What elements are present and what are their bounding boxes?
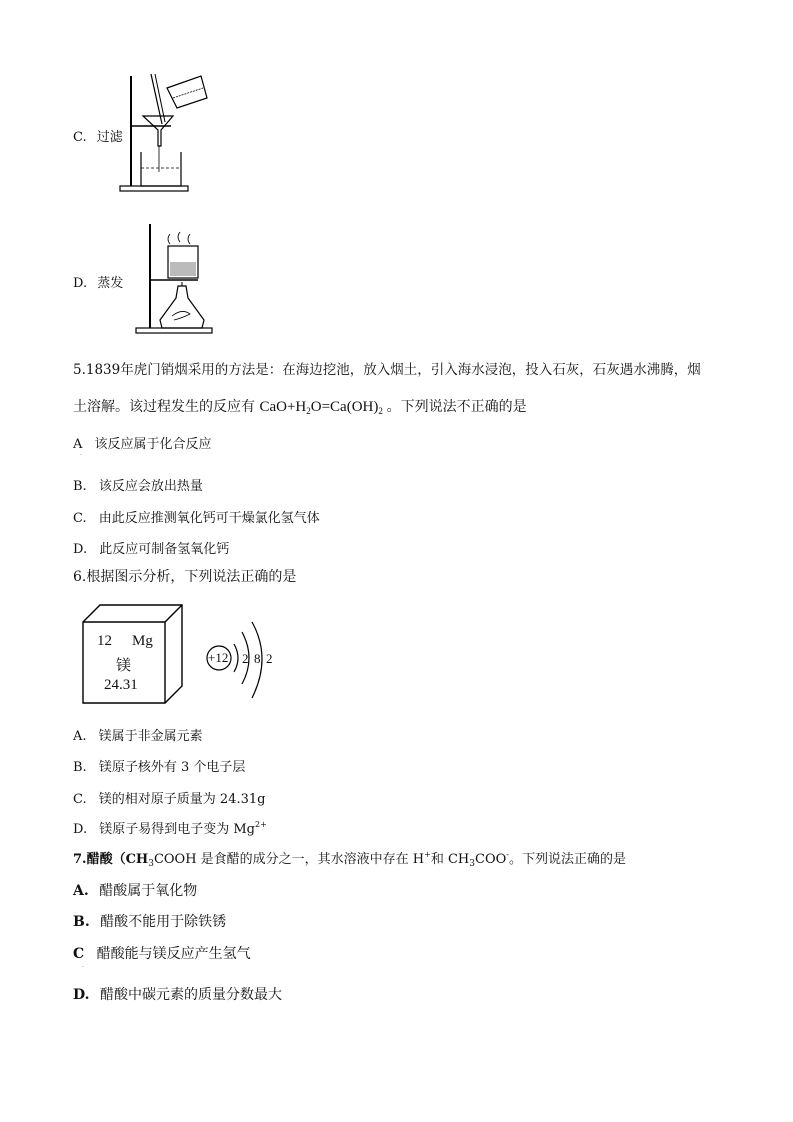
atom-shell-1: 2 [242,651,249,666]
stem-part-d: COO [475,852,507,867]
q7-option-c [73,943,251,963]
q7-option-b [73,911,226,931]
evaporation-apparatus-figure [132,220,222,336]
stem-sub-1: 3 [148,859,154,869]
option-letter: C. [73,511,87,526]
question-6-stem: 6.根据图示分析，下列说法正确的是 [73,569,297,585]
q7-option-d [73,984,282,1004]
option-text: 醋酸不能用于除铁锈 [100,914,227,930]
stem-sub-2: 3 [469,859,475,869]
option-text: 过滤 [96,130,123,145]
element-atomic-number: 12 [97,633,112,649]
question-7-stem [73,848,626,869]
option-text: 蒸发 [97,276,124,291]
option-text: 由此反应推测氧化钙可干燥氯化氢气体 [98,511,320,526]
eq-part-b: O=Ca(OH) [310,399,379,415]
stem-part-b: COOH 是食醋的成分之一，其水溶液中存在 H [153,852,425,867]
option-letter: A. [73,729,87,744]
question-5-line-2-post: 。下列说法不正确的是 [386,399,527,415]
q5-option-d [73,538,229,557]
element-name: 镁 [116,656,132,674]
stem-sup-2: - [506,850,509,859]
option-letter: B. [73,760,87,775]
option-text: 醋酸中碳元素的质量分数最大 [99,987,282,1003]
option-letter: C [73,946,85,962]
option-letter: D. [73,542,88,557]
q6-option-d [73,818,267,837]
atom-shell-3: 2 [266,651,273,666]
stray-dot: . [80,450,82,457]
option-text: 醋酸能与镁反应产生氢气 [96,946,251,962]
q6-option-c [73,788,265,807]
atom-shell-2: 8 [254,651,261,666]
stem-part-e: 。下列说法正确的是 [508,852,626,867]
chemical-equation [259,399,386,415]
option-text: 该反应会放出热量 [98,479,203,494]
option-letter: A [73,437,83,452]
option-text: 镁原子核外有 3 个电子层 [98,760,246,775]
option-text: 镁属于非金属元素 [98,729,203,744]
option-text: 此反应可制备氢氧化钙 [99,542,230,557]
question-5-line-2 [73,396,527,416]
option-text: 醋酸属于氧化物 [99,883,198,899]
option-letter: D. [73,276,88,291]
option-letter: B. [73,479,87,494]
option-letter: C. [73,792,87,807]
q7-option-a [73,880,197,900]
q5-option-a [73,433,212,452]
stem-sup-1: + [424,850,431,859]
stem-part-a: 7.醋酸（CH [73,852,149,867]
element-mass: 24.31 [104,677,138,693]
question-5-line-2-pre: 土溶解。该过程发生的反应有 [73,399,255,415]
q5-option-b [73,475,203,494]
option-text: 镁的相对原子质量为 24.31g [98,792,266,807]
option-text: 该反应属于化合反应 [94,437,212,452]
option-d-prev [73,272,123,291]
option-superscript: 2+ [255,820,267,829]
filtration-apparatus-figure [115,68,215,196]
q6-option-a [73,725,203,744]
question-5-line-1: 5.1839年虎门销烟采用的方法是：在海边挖池，放入烟土，引入海水浸泡，投入石灰，石灰遇水沸腾，烟 [73,362,701,378]
eq-sub-2: 2 [378,406,383,416]
option-letter: C. [73,130,87,145]
q6-option-b [73,756,245,775]
stem-part-c: 和 CH [430,852,470,867]
option-text: 镁原子易得到电子变为 Mg [99,822,255,837]
q5-option-c [73,507,320,526]
option-letter: D. [73,822,88,837]
option-letter: D. [73,987,90,1003]
eq-part-a: CaO+H [259,399,307,415]
element-symbol: Mg [132,633,153,649]
stray-dot: . [82,962,84,969]
option-letter: B. [73,914,90,930]
eq-sub-1: 2 [306,406,311,416]
atom-nucleus-charge: +12 [208,650,229,665]
option-letter: A. [73,883,89,899]
